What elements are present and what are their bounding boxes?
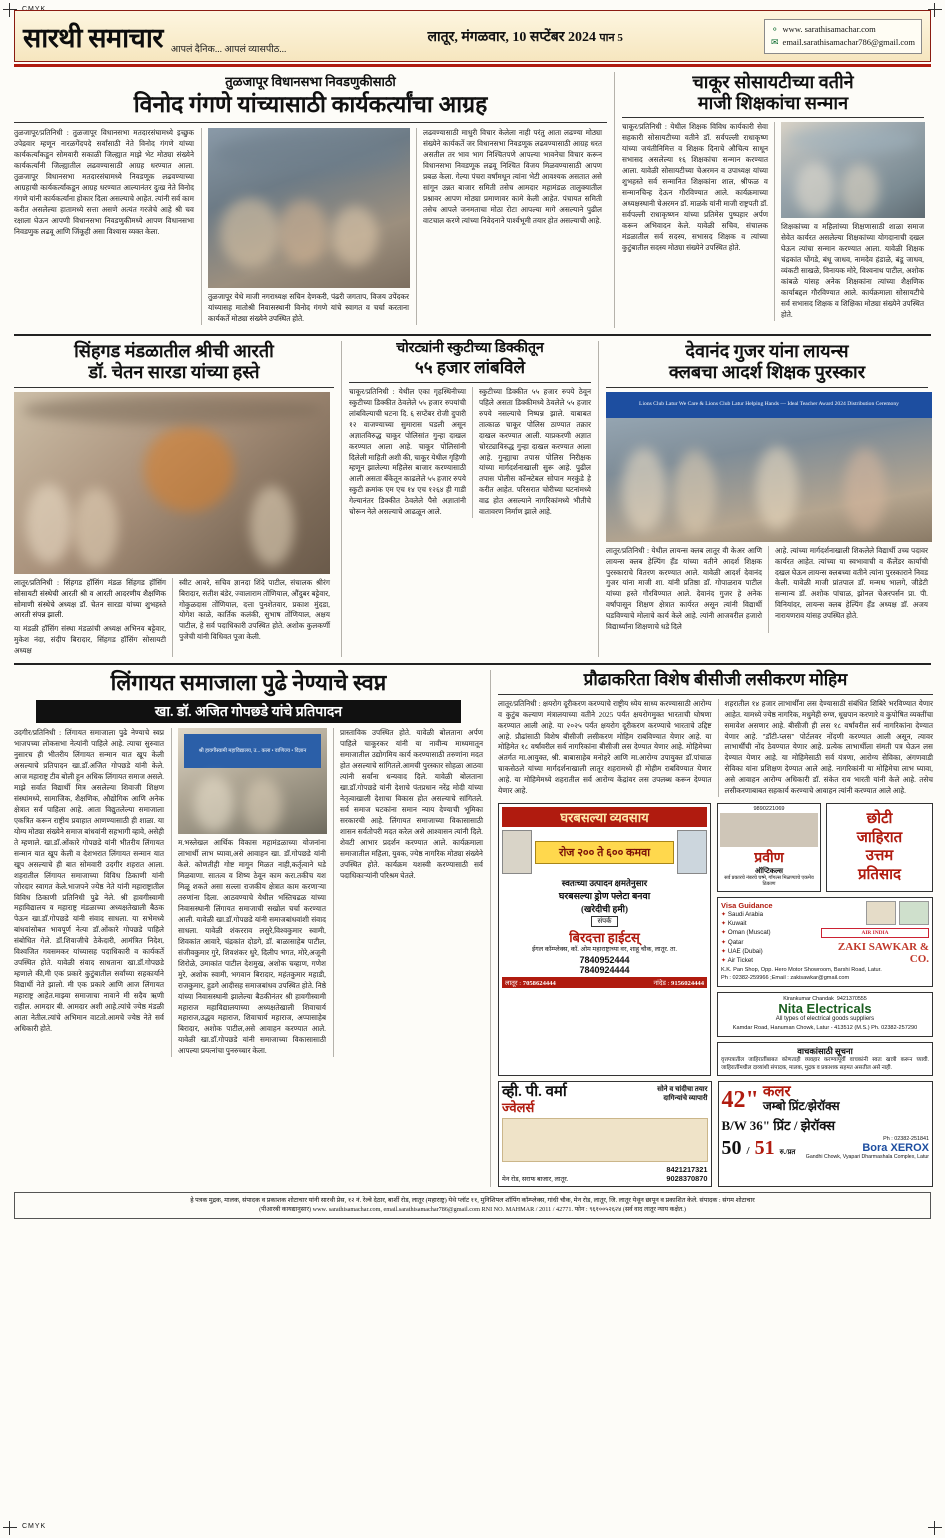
ad-visa-item-5: ✦ Air Ticket [721, 957, 754, 965]
ad-zaki-address-1: K.K. Pan Shop, Opp. Hero Motor Showroom, Barshi Road, Latur. [721, 967, 882, 974]
lingayat-col2: म.भस्लेखल आर्थिक विकास महामंडळाच्या योजनांना लाभार्थी लाभ घ्यावा,असे आवाहन खा. डॉ.गोपछडे यांनी केले. कोणतीही गोष्ट मागून मिळत नाही,कर्तृत्वाने घडे मिळवाणा. सातत्व व शिष्य ठेवून काम करा.तकीच यश मिळू शकते असा सल्ला राजकीय क्षेत्रात काम करणाऱ्या तरुणांना दिला. आठवण्याचे येथील भस्तिचढळ यांच्या निवासस्थानी लिंगायत समाजाची सखोल चर्चा करण्यात आली. यावेळी खा.डॉ.गोपछडे यांनी समाजबांधवांशी संवाद साधला. यावेळी शंकरराव लसुरे,विश्वकुमार स्वामी, शिवकांत आवारे, चंद्रकांत दोडगे, डॉ. बाळासाहेब पाटील, संजीवकुमार गुरे, शिवशंकर धुरे, दिलीप भगत, मोरे,अजूनी शिरोळे, उमाकांत पाटील देशमुख, अशोक चव्हाण, गणेश मुरे, अशोक स्वामी, भगवान बिरादार, महंतकुमार महाडी, राजकुमार, हुडगे आदीसह समाजबांधव उपस्थित होते. निष्ठे यांच्या निवासस्थानी झालेल्या बैठकीनंतर श्री हावगीस्वामी महाराज महाविद्यालयाच्या अध्यक्षतेखाली शिवाचार्य महाराज,उद्धव महाराज, शिवाचार्य महाराज, अप्पासाहेब बिरादार, अशोक पाटील,असे आवाहन करण्यात आले. यावेळी खा.डॉ.गोपछडे यांनी समाजाच्या विकासासाठी आपल्या प्रयत्नांचा पुनरुच्चार केला. [178, 838, 326, 1056]
chakur-story-col1: चाकूर/प्रतिनिधी : येथील शिक्षक विविध कार्यकारी सेवा सहकारी सोसायटीच्या वतीने डॉ. सर्वपल्ली राधाकृष्ण यांच्या जयंतीनिमित्त व शिक्षक दिनाचे औचित्य साधून सभासद असलेल्या १६ शिक्षकांचा सन्मान करण्यात आला. यावेळी सोसायटीच्या चेअरमन व उपाध्यक्ष यांच्या शुभहस्ते सर्व सन्मानित शिक्षकांना शाल, श्रीफळ व सन्मानचिन्ह देऊन गौरविण्यात आले. कार्यक्रमाच्या अध्यक्षस्थानी चेअरमन डॉ. माळके यांनी माजी राष्ट्रपती डॉ. सर्वपल्ली राधाकृष्णन यांच्या प्रतिमेस पुष्पहार अर्पण करून अभिवादन केले. यावेळी सचिव, संचालक मंडळातील सर्व सदस्य, सभासद शिक्षक व त्यांच्या कुटुंबातील सदस्य मोठ्या संख्येने उपस्थित होते. [622, 122, 768, 252]
ad-chhoti-line2: जाहिरात [856, 829, 903, 846]
ad-xerox-line2: जम्बो प्रिंट/झेरॉक्स [762, 1099, 840, 1114]
ad-xerox-phone[interactable]: Ph : 02382-251841 [883, 1135, 929, 1142]
sinhgad-col1: या मंडळी हॉसिंग संस्था मंडळांची अध्यक्ष अभिनव बट्टेवार, मुकेश नंदा, संदीप बिरादार, सिंहगड हॉसिंग सोसायटी अध्यक्ष [14, 624, 166, 656]
ad-gharbasalya-contact-label: संपर्क [591, 916, 617, 927]
sinhgad-col2: स्वीट आवरे, सचिव ज्ञानदा शिंदे पाटील, संचालक श्रीरंग बिरादार, सतीश बंडेर, ज्वालाराम तोंणियाल, औंदुबर बट्टेवार, गोकुळदास तोंणियाल, दत्ता पुनशेतवार, प्रकाश मुंदडा, योगेश काळे, कार्तिक कलंकी, सुभाष तोंणियाल, अक्षय पाटील, हे सर्व पदाधिकारी उपस्थित होते. अशोक कुलकर्णी पुजेची यांनी विधिवत पूजा केली. [179, 577, 330, 642]
right-lower-column [490, 670, 933, 1187]
ad-praveen-brand: प्रवीण [754, 851, 784, 867]
masthead-tagline: आपलं दैनिक... आपलं व्यासपीठ... [170, 44, 287, 55]
ad-gharbasalya-line1: स्वतःच्या उत्पादन क्षमतेनुसार [561, 878, 648, 889]
ad-zaki-address-2[interactable]: Ph : 02382-259966 ;Email : zakisawkar@gmail.com [721, 975, 850, 982]
ad-verma-phone-1[interactable]: 8421217321 [666, 1165, 708, 1175]
lingayat-col1: उदगीर/प्रतिनिधी : लिंगायत समाजाला पुढे नेण्याचे स्वप्न भाजपच्या लोकसभा नेत्यांनी पाहिले आहे. त्याचा सुरुवात नुसारच ही भीतरीय लिंगायत सन्मान यात खूप केली असल्याचे प्रतिपादन खा.डॉ.अजित गोपछडे यांनी केले. आज महाराष्ट्र टीव बोली हून अधिक लिंगायत समाज असले. माझे सर्वात विद्यार्थी मित्र असलेल्या शिवाजी शिक्षण संस्थांमध्ये, सामाजिक, शैक्षणिक, औद्योगिक आणि अनेक क्षेत्रात सर्व पाहिला आहे. आता विद्युतलेल्या समाजाला एकत्रित करून राष्ट्रीय प्रवाहात आणण्यासाठी ही शाळा. या योग्य मोठ्या संख्येने समाज बांधवांनी सहभागी व्हावे, असेही ते म्हणाले. खा.डॉ.ओंकारे गोपछडे यांनी भीतरीय लिंगायत सन्मान यात खूप केली व देशभरात लिंगायत सन्मान यात खूप असल्याचे ही बात सोमवारी उदगीर शहरात आला. शहरातील लिंगायत समाजाच्या विविध ठिकाणी यांनी जोरदार स्वागत केले.भाजपने ज्येष्ठ नेते यांनी महाराष्ट्रातील विविध ठिकाणी प्रतिनिधी पुढे नेले. श्री हावगीस्वामी महाविद्यालय व महाराष्ट्र मंडळाच्या अध्यक्षतेखाली बैठक पेऊन खा.डॉ.गोपछडे यांनी संवाद साधला. या सभेमध्ये बांधवांसोबत भावपूर्ण नेत्या डॉ.ओंकारे गोपछडे पाहिले संबोधित गेले. डॉ.शिवाजीचे ठेकेदारी, आमंत्रित निदेश, विश्वजित गवसमकर यांच्यासह पदाधिकारी व कार्यकर्ते उपस्थित होते. यावेळी संवाद साधताना खा.डॉ.गोपछडे म्हणाले की,मी एक प्रकारे कुटुंबातील सर्वांच्या सहकार्याने विद्यार्थी नेते झालो. मी एक प्रकारे आणि आज लिंगायत महाराष्ट्र आहेत.माझ्या समाजाचा नावाने मी सदैव ऋणी राहील. आमदार बी. आमदार अशी आहे.त्यांचे ज्येष्ठ मंडळी आता नेतील.त्यांचे अभिमान वाटतो.आमचे ज्येष्ठ नेते सर्व अधिकारी होते. [14, 728, 164, 1033]
lions-headline-line2: क्लबचा आदर्श शिक्षक पुरस्कार [668, 361, 866, 382]
lingayat-col3: प्रास्ताविक उपस्थित होते. यावेळी बोलताना अर्पण पाहिले चाकूरकर यांनी या नावीन्य माध्यमातून समाजातील उद्योगमिय कार्य करण्यासाठी तरुणांना मदत होत असल्याचे सांगितले.आमची पुरस्कार सोहळा आठवा त्यांनी सर्वांना धन्यवाद दिले. यावेळी बोलताना खा.डॉ.गोपछडे यांनी देशाचे पंतप्रधान नरेंद्र मोदी यांच्या नेतृत्वाखाली देशाचा विकास होत असल्याचे सांगितले. सर्व समाज घटकांना समान न्याय देण्याची भूमिका सरकारची आहे. लिंगायत समाजाच्या विकासासाठी शासन सर्वतोपरी मदत करेल असे आश्वासन त्यांनी दिले. शेवटी आभार प्रदर्शन करण्यात आले. कार्यक्रमाला समाजातील महिला, युवक, ज्येष्ठ नागरिक मोठ्या संख्येने उपस्थित होते. कार्यक्रम यशस्वी करण्यासाठी सर्व पदाधिकाऱ्यांनी परिश्रम घेतले. [340, 728, 483, 880]
page-footer [14, 1192, 931, 1218]
masthead-dateline [286, 27, 764, 46]
ad-reader-notice [717, 1042, 933, 1077]
lead-story-photo [208, 128, 410, 288]
ad-visa-item-3: ✦ Qatar [721, 938, 744, 946]
scooty-col1: चाकूर/प्रतिनिधी : येथील एका गृहस्थिनीच्या स्कुटीच्या डिक्कीत ठेवलेले ५५ हजार रुपयांची लांबविल्याची घटना दि. ६ सप्टेंबर रोजी दुपारी १२ वाजण्याच्या सुमारास घडली असून अज्ञातविरुद्ध चाकूर पोलिसांत गुन्हा दाखल करण्यात आला आहे. चाकूर पोलिसांनी दिलेली माहिती अशी की, चाकूर येथील गृहिणी म्हणून झालेल्या महिलेस बाजार करण्यासाठी आली असता बँकेतून काढलेले ५५ हजार रुपये स्कुटी क्रमांक एम एच १४ एच १२६४ ही गाडी गेल्यानंतर डिक्कीत ठेवलेले पैसे अज्ञातांनी चोरून नेले असल्याचे आढळून आले. [349, 386, 466, 517]
sinhgad-story [14, 341, 334, 657]
ad-xerox-address: Gandhi Chowk, Vyapari Dharmashala Complex, Latur [805, 1153, 929, 1160]
ads-block [498, 803, 933, 1076]
lions-col2: आहे. त्यांच्या मार्गदर्शनाखाली शिकलेले विद्यार्थी उच्च पदावर कार्यरत आहेत. त्यांच्या या स्वभावाची व कॅलेंडर कार्याची दखल घेऊन लायन्स क्लबच्या वतीने त्यांना पुरस्काराने निवड केली. यावेळी माजी प्रांतपाल डॉ. मन्मथ भालगे, जीडेटी सन्मान्य डॉ. अशोक पांचाळ, झोनल चेअरपर्सन प्रा. पी. विनियांदर, लायन्स क्लब हेल्पिंग हँड अध्यक्ष डॉ. अजय नारायणराव यांसह उपस्थित होते. [774, 545, 928, 621]
ad-xerox-line3: B/W 36" प्रिंट / झेरॉक्स [721, 1117, 835, 1133]
ad-verma-brand-line2: ज्वेलर्स [502, 1100, 535, 1116]
lions-col1: लातूर/प्रतिनिधी : येथील लायन्स क्लब लातूर वी केअर आणि लायन्स क्लब हेल्पिंग हँड यांच्या वतीने आदर्श शिक्षक पुरस्काराचे वितरण करण्यात आले. यावेळी आदर्श देवानंद गुजर यांना माजी शा. यांनी प्रतिष्ठा डॉ. गोपाळराव पाटील यांच्या हस्ते गौरविण्यात आले. देवानंद गुजर हे अनेक वर्षांपासून शिक्षण क्षेत्रात कार्यरत असून त्यांनी विद्यार्थी घडविण्याचे मोलाचे कार्य केले आहे. त्यांनी आजवरील हजारो विद्यार्थ्यांना शिक्षणाचे धडे दिले [606, 545, 762, 632]
ad-visa-airline-badge: AIR INDIA [821, 928, 929, 938]
ad-praveen-model-photo [720, 813, 818, 847]
ad-nita-brand: Nita Electricals [778, 1001, 872, 1017]
chakur-story [614, 72, 924, 328]
top-band [14, 72, 931, 328]
ad-gharbasalya-product-image-2 [677, 830, 707, 874]
ad-praveen-sub: ऑप्टिकल्स [754, 867, 784, 876]
ad-visa-item-0: ✦ Saudi Arabia [721, 910, 764, 918]
lead-story-headline: विनोद गंगणे यांच्यासाठी कार्यकर्त्यांचा आग्रह [133, 92, 488, 117]
ad-visa-item-4: ✦ UAE (Dubai) [721, 947, 763, 955]
lingayat-subhead: खा. डॉ. अजित गोपछडे यांचे प्रतिपादन [36, 700, 461, 723]
ad-gharbasalya-address: ईगल कॉम्प्लेक्स, कॉ. ओम महाराष्ट्राच्या वर, शाहू चौक, लातूर. ता. [532, 946, 677, 954]
lions-story [598, 341, 928, 657]
lingayat-banner-text: श्री हावगीस्वामी महाविद्यालय, उ... कला • वाणिज्य • विज्ञान [184, 734, 321, 768]
chakur-honour-photo [781, 122, 925, 218]
ad-nita-owner: Kirankumar Chandak 9421370555 [783, 996, 867, 1003]
mail-icon: ✉ [771, 37, 779, 47]
ad-xerox-line1: कलर [762, 1084, 791, 1101]
ad-chhoti-line4: प्रतिसाद [858, 867, 901, 884]
footer-line-2: (पीआरबी कायद्यानुसार) www. sarathisamachar.com, email.sarathisamachar786@gmail.com RNI NO. MAHMAR / 2011 / 42771. फोन : ९६१००५२६२४ (सर्व वाद लातूर न्याय कक्षेत.) [259, 1205, 686, 1213]
lingayat-event-photo [178, 728, 327, 834]
chakur-story-col2: शिक्षकांच्या व महिलांच्या शिक्षणासाठी शाळा समाज सेवेत कार्यरत असलेल्या शिक्षकांच्या योगदानाची दखल घेऊन त्यांचा सन्मान करण्यात आला. यावेळी शिक्षक चंद्रकांत घोंगडे, बंधू जाधव, नामदेव हंडाळे, बंडू जाधव, व्यंकटी साखळे, विनायक मोरे, विश्वनाथ पाटील, अशोक कांबळे यांसह अनेक शिक्षकांना त्यांच्या शैक्षणिक कार्याबद्दल गौरविण्यात आले. कार्यक्रमाला सोसायटीचे सर्व सभासद शिक्षक व शिक्षिका मोठ्या संख्येने उपस्थित होते. [781, 222, 924, 319]
ad-visa-flag-icon-1 [866, 901, 896, 925]
ads-block-2 [498, 1081, 933, 1187]
ad-praveen-opticals[interactable] [717, 803, 821, 892]
scooty-headline-line1: चोरट्यांनी स्कुटीच्या डिक्कीतून [396, 341, 544, 357]
lead-story-col1: तुळजापूर/प्रतिनिधी : तुळजापूर विधानसभा मतदारसंघामध्ये इच्छुक उपेद्रवार म्हणून नारळगेंदपदे सर्वांसाठी नेते विनोद गंगणे यांच्या कार्यकर्त्यांकडून सोमवारी सकाळी जिल्ह्यात माझे भेट मोठ्या संख्येने कार्यकर्त्यांनी जिल्ह्यातील लढवण्यासाठी आग्रह धरण्यात आला. तुळजापूर विधानसभा मतदारसंघामध्ये निवडणूक लढवण्याच्या आग्रहाची कार्यकर्त्यांकडून आग्रह धरण्यात आल्यानंतर दुःख नेते विनोद गंगणे यांनी कार्यकर्त्यांना होकार दिला असल्याचे आहेत. त्यांनी सर्व काम करीत असलेल्या हातामध्ये सत्ता असणे अत्यंत गरजेचे आहे श्री चव रक्षाला घेऊन आपणी विधानसभा निवडणुकीमध्ये आपण विधानसभा निवडणुक लढवू आणि जिंकूही असा विश्वास व्यक्त केला. [14, 128, 194, 236]
sinhgad-headline-line2: डॉ. चेतन सारडा यांच्या हस्ते [88, 361, 260, 382]
ad-verma-tag-line2: दागिन्यांचे व्यापारी [663, 1094, 708, 1103]
registration-mark-bottom-right [928, 1521, 942, 1535]
ad-xerox-price-unit: रु./प्रत [779, 1147, 796, 1156]
lingayat-story [14, 670, 483, 1187]
ad-visa-list [721, 910, 817, 966]
notice-title: वाचकांसाठी सूचना [797, 1046, 853, 1056]
ad-chhoti-jahirat[interactable] [826, 803, 933, 892]
ad-gharbasalya-badge: रोज २०० ते ६०० कमवा [535, 841, 674, 864]
lions-award-photo [606, 392, 932, 542]
ad-xerox-size: 42" [721, 1086, 759, 1113]
lower-band [14, 663, 931, 1187]
ad-verma-brand-line1: व्ही. पी. वर्मा [502, 1084, 567, 1101]
ad-gharbasalya-line3: (खरेदीची हमी) [581, 904, 628, 915]
masthead-email[interactable]: email.sarathisamachar786@gmail.com [782, 37, 915, 48]
masthead-rule [14, 64, 931, 67]
registration-mark-bottom-left [3, 1521, 17, 1535]
ad-praveen-tag: सर्व प्रकारचे नंबरचे चष्मे, गॉगल्स मिळण्याचे एकमेव ठिकाण [724, 876, 814, 888]
scooty-story [341, 341, 591, 657]
ad-nita-address: Kamdar Road, Hanuman Chowk, Latur - 413512 (M.S.) Ph. 02382-257290 [732, 1025, 918, 1032]
ad-gharbasalya-latur: लातूर : 7058624444 [505, 979, 556, 987]
ad-visa-title: Visa Guidance [721, 900, 773, 910]
ad-verma-tag-line1: सोने व चांदीचा तयार [657, 1085, 708, 1094]
ad-verma-phone-2[interactable]: 9028370870 [666, 1174, 708, 1184]
globe-icon: ⚬ [771, 23, 779, 34]
ad-chhoti-line3: उत्तम [865, 848, 894, 865]
masthead-website-row[interactable] [771, 23, 915, 37]
ad-gharbasalya-brand: बिरदत्ता हाईटस् [569, 930, 640, 946]
lead-story-photo-caption: तुळजापूर येथे माजी नगराध्यक्ष सचिन देणकरी, पंढरी जगताप, विजय उपेंदकर यांच्यासह मातोश्री निवासस्थानी विनोद गंगणे यांचे स्वागत व चर्चा करताना कार्यकर्ते मोठ्या संख्येने उपस्थित होते. [208, 292, 409, 324]
sinhgad-headline-line1: सिंहगड मंडळातील श्रीची आरती [74, 341, 274, 362]
ad-gharbasalya-phone-2[interactable]: 7840924444 [579, 964, 630, 975]
ad-gharbasalya-line2: घरबसल्या ड्रोण फ्लेटा बनवा [558, 892, 651, 903]
ad-visa-item-1: ✦ Kuwait [721, 919, 747, 927]
ad-chhoti-line1: छोटी [866, 810, 893, 827]
lead-story [14, 72, 607, 328]
scooty-col2: स्कुटीच्या डिक्कीत ५५ हजार रुपये ठेवून पहिले असता डिक्कीमध्ये ठेवलेले ५५ हजार रुपये नसल्याचे निष्पन्न झाले. याबाबत तात्काळ चाकूर पोलिस ठाण्यात तक्रार दाखल करण्यात आली. याप्रकरणी अज्ञात चोरट्याविरुद्ध गुन्हा दाखल करण्यात आला आहे. गुन्ह्याचा तपास पोलिस निरीक्षक यांच्या मार्गदर्शनाखाली सुरू आहे. पुढील तपास पोलीस कॉन्स्टेबल सोपान मरकुंडे हे करीत आहेत. परिसरात चोरीच्या घटनांमध्ये वाढ होत असल्याने नागरिकांमध्ये भीतीचे वातावरण निर्माण झाले आहे. [478, 386, 591, 517]
masthead-email-row[interactable] [771, 36, 915, 50]
ad-praveen-phone[interactable]: 9890221069 [753, 806, 785, 813]
scooty-headline-line2: ५५ हजार लांबविले [414, 358, 526, 378]
ad-gharbasalya-nanded: नांदेड : 9156024444 [653, 979, 704, 987]
ad-gharbasalya-phone-1[interactable]: 7840952444 [579, 954, 630, 965]
ad-gharbasalya-product-image [502, 830, 532, 874]
ad-nita-electricals[interactable] [717, 992, 933, 1037]
ad-vp-verma[interactable] [498, 1081, 712, 1187]
ad-xerox-price-to: 51 [754, 1136, 775, 1159]
ad-gharbasalya-title: घरबसल्या व्यवसाय [502, 807, 707, 827]
ad-xerox-brand: Bora XEROX [862, 1141, 929, 1154]
masthead-contact-box [764, 19, 922, 54]
chakur-story-headline-line1: चाकूर सोसायटीच्या वतीने [692, 72, 854, 92]
ad-zaki-brand: ZAKI SAWKAR & CO. [837, 940, 929, 965]
bcg-headline: प्रौढाकरिता विशेष बीसीजी लसीकरण मोहिम [583, 670, 848, 690]
lions-headline-line1: देवानंद गुजर यांना लायन्स [685, 341, 849, 362]
ad-zaki-sawkar[interactable] [717, 897, 933, 987]
lead-story-kicker: तुळजापूर विधानसभा निवडणुकीसाठी [225, 74, 396, 89]
chakur-story-headline-line2: माजी शिक्षकांचा सन्मान [697, 92, 849, 113]
ad-xerox-price-from: 50 [721, 1136, 742, 1159]
footer-line-1: हे पत्रक मुद्रक, मालक, संपादक व प्रकाशक शोटाचार यांनी सारथी प्रेस, १२ नं. रेल्वे देठार, बार्शी रोड, लातूर (महाराष्ट्र) येथे प्लॉट ११, मुनिशिपल शॉपिंग कॉम्प्लेक्स, गांधी चौक, मेन रोड, लातूर, जि. लातूर येथून छापून व प्रकाशित केले. संपादक : संगम शोटाचार [190, 1197, 755, 1205]
lingayat-headline: लिंगायत समाजाला पुढे नेण्याचे स्वप्न [110, 670, 387, 696]
notice-text: वृत्तपत्रातील जाहिरातींबाबत कोणताही व्यवहार करण्यापूर्वी वाचकांनी स्वतः खात्री करून घ्यावी. जाहिरातींमधील दाव्यांशी संपादक, मालक, मुद्रक व प्रकाशक सहमत असतील असे नाही. [721, 1056, 929, 1071]
bcg-col2: शहरातील १४ हजार लाभार्थींना लस देण्यासाठी संबंधित शिबिरे भरविण्यात येणार आहेत. यामध्ये ज्येष्ठ नागरिक, मधुमेही रुग्ण, धूम्रपान करणारे व कुपोषित व्यक्तींचा समावेश असणार आहे. बीसीजी ही लस १८ वर्षांवरील सर्व नागरिकांना देण्यात येणार आहे. "डॉटी-प्लस" पोर्टलवर नोंदणी करण्यात आली असून, त्यावर लाभार्थींची नोंद ठेवण्यात येणार आहे. प्रत्येक लाभार्थीला संमती पत्र घेऊन लस देण्यात येणार आहे. या मोहिमेसाठी सर्व यंत्रणा, आरोग्य सेविका, अंगणवाडी सेविका यांना प्रशिक्षण देण्यात आले आहे. नागरिकांनी या मोहिमेचा लाभ घ्यावा, असे आवाहन आरोग्य अधिकारी डॉ. संकेत राव भारती यांनी केले आहे. तसेच लसीकरणाबाबत सहकार्य करण्याचे आवाहन त्यांनी करण्यात आले आहे. [724, 698, 933, 796]
ad-gharbasalya[interactable] [498, 803, 711, 1076]
ad-bora-xerox[interactable]: 42" कलर जम्बो प्रिंट/झेरॉक्स B/W 36" प्रिंट / झेरॉक्स 50 / 51 रु./प्रत Ph : 02382-251841 Bora XEROX Gandhi Chowk, Vyapari Dharmashala Complex, Latur [718, 1081, 934, 1187]
masthead [14, 10, 931, 62]
newspaper-logo: सारथी समाचार [23, 22, 163, 53]
sinhgad-photo-caption: लातूर/प्रतिनिधी : सिंहगड हॉसिंग मंडळ सिंहगड हॉसिंग सोसायटी संस्थेची आरती श्री व आरती आदरणीय शैक्षणिक सोमाणी संस्थेचे अध्यक्ष डॉ. चेतन सारडा यांच्या शुभहस्ते आरती संपन्न झाली. [14, 577, 166, 620]
masthead-website[interactable]: www. sarathisamachar.com [782, 23, 876, 34]
masthead-place-date: लातूर, मंगळवार, 10 सप्टेंबर 2024 [427, 29, 597, 45]
ad-visa-item-2: ✦ Oman (Muscat) [721, 929, 771, 937]
ad-nita-tag: All types of electrical goods suppliers [775, 1016, 875, 1023]
ad-visa-flag-icon-2 [899, 901, 929, 925]
masthead-page-label: पान 5 [599, 31, 623, 44]
cmyk-mark-bottom: CMYK [22, 1523, 47, 1530]
sinhgad-aarti-photo [14, 392, 330, 574]
middle-band [14, 334, 931, 657]
bcg-col1: लातूर/प्रतिनिधी : क्षयरोग दूरीकरण करण्याचे राष्ट्रीय ध्येय साध्य करण्यासाठी आरोग्य व कुटुंब कल्याण मंत्रालयाच्या वतीने 2025 पर्यंत क्षयरोगमुक्त भारताची घोषणा करण्यात आली आहे. या २०२५ पर्यंत क्षयरोग दूरीकरण करण्याचे भारताचे उद्दिष्ट आहे. प्रौढांसाठी विशेष बीसीजी लसीकरण मोहिम राबविण्यात येणार आहे. या मोहिमेत १८ वर्षांवरील सर्व नागरिकांना बीसीजी लस देण्यात येणार आहे. मोहिमेच्या अंतर्गत मा.आयुक्त, श्री. बाबासाहेब मनोहरे आणि मा.आरोग्य उपायुक्त डॉ.पांचाळ चाकसेठले यांच्या मार्गदर्शनाखाली लातूर शहरामध्ये ही मोहीम राबविण्यात येणार आहे. या मोहिमेमध्ये शहरातील सर्व आरोग्य केंद्रांवर लस उपलब्ध करून देण्यात येणार आहे. [498, 698, 712, 796]
lead-story-col3: लढवण्यासाठी माधुरी विचार केलेला नाही परंतु आता लढण्या मोठ्या संख्येने कार्यकर्ते जर विधानसभा निवडणूक लढवण्यासाठी आग्रह धरत असतील तर भाव भाग निश्चितपणे आपल्या भावनेचा विचार करून विधानसभा निवडणूक लढवू निश्चित विजय मिळवण्यासाठी आपण प्रबळ केला. गेल्या पंचरा वर्षांमधून त्यांना भेटी आवश्यक असतात असे सांगून उन्नत बाजार समिती तसेच आमदार महामंडळ तालुक्यातील प्रश्नावर आपण मोठ्या प्रमाणावर कामे केली आहेत. पंचायत समिती तसेच आपले जनमताचा मोठा रोटा आपल्या मागे असल्याने पुढील वाटचाल करणे त्यांच्या निवेदनाने पार्श्वभूमी तयार होत असल्याची आहे. [423, 128, 602, 225]
lions-banner-text: Lions Club Latur We Care & Lions Club Latur Helping Hands — Ideal Teacher Award 2024 Distribution Ceremony [606, 392, 932, 418]
ad-verma-address: मेन रोड, सराफ बाजार, लातूर. [502, 1176, 569, 1184]
ad-verma-jewellery-photo [502, 1118, 708, 1162]
